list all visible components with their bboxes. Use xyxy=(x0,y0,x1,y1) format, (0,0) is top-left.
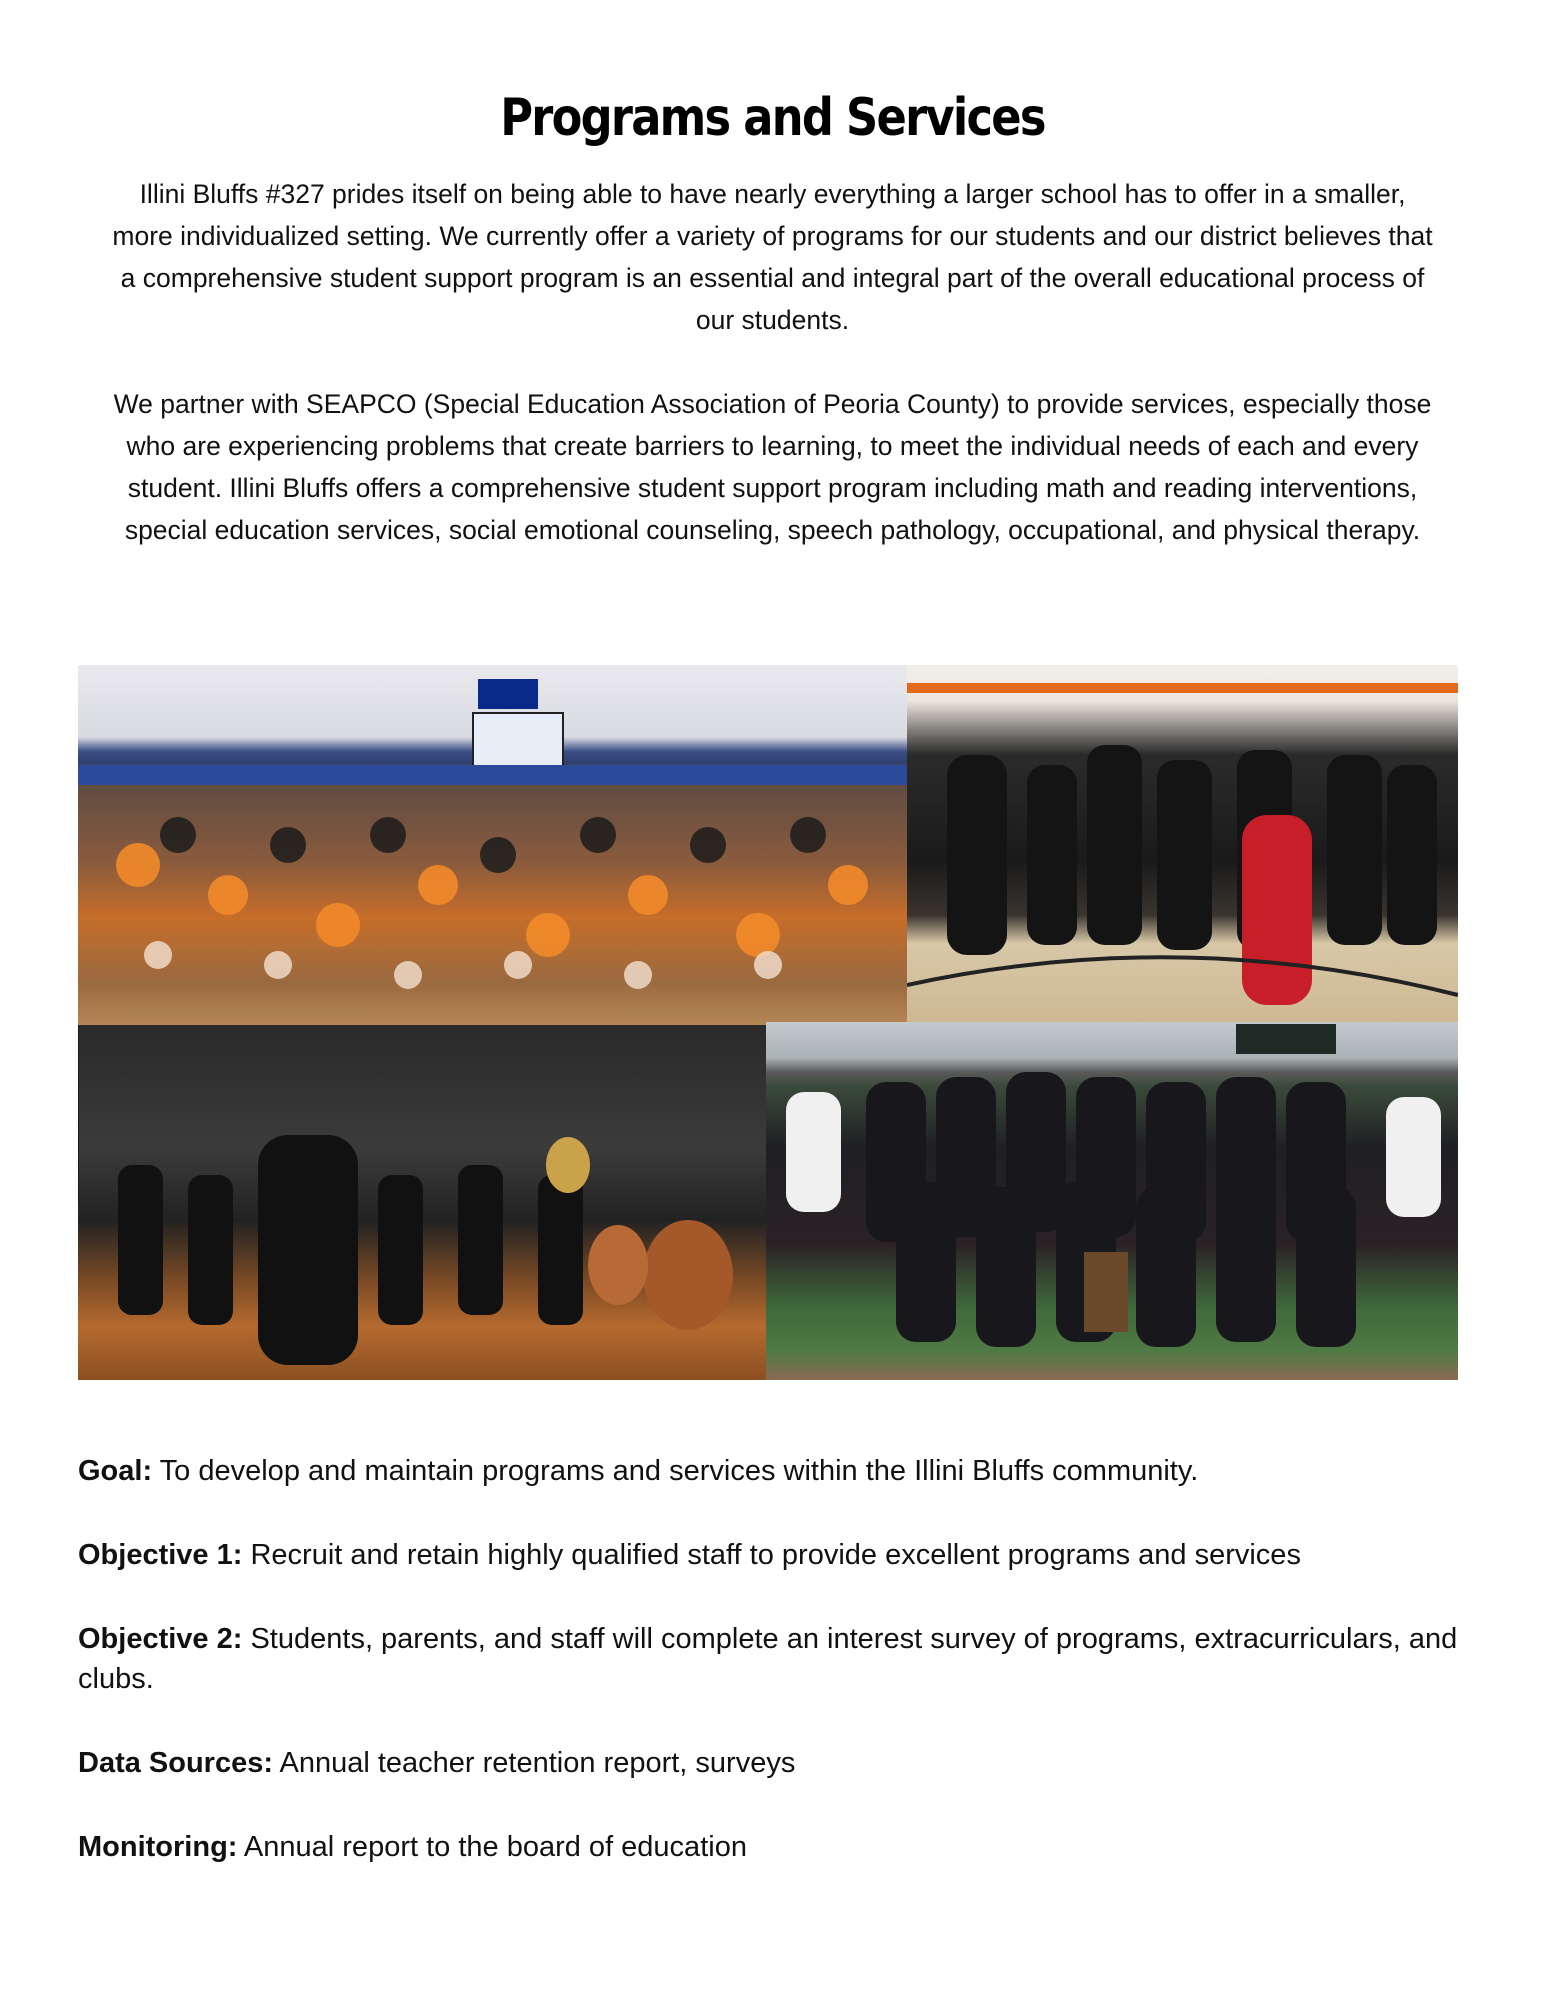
intro-paragraph-2 xyxy=(110,383,1435,551)
choir-illustration xyxy=(907,665,1458,1022)
monitoring-text: Annual report to the board of education xyxy=(243,1831,747,1863)
gym-crowd-illustration xyxy=(78,665,907,1025)
softball-team-photo xyxy=(766,1022,1458,1380)
monitoring xyxy=(78,1827,1458,1867)
intro-text-2: We partner with SEAPCO (Special Education Association of Peoria County) to provide services, especially those who are experiencing problems that create barriers to learning, to meet the individual needs of each and every student. Illini Bluffs offers a comprehensive student support program including math and reading interventions, special education services, social emotional counseling, speech pathology, occupational, and physical therapy. xyxy=(113,389,1432,545)
objective-2 xyxy=(78,1619,1458,1699)
data-sources-text: Annual teacher retention report, surveys xyxy=(279,1747,796,1779)
goal-label: Goal: xyxy=(78,1455,153,1487)
band-illustration xyxy=(78,1025,766,1380)
monitoring-label: Monitoring: xyxy=(78,1831,238,1863)
band-photo xyxy=(78,1025,766,1380)
intro-paragraph-1 xyxy=(110,173,1435,341)
photo-collage xyxy=(78,665,1458,1380)
objective-1-text: Recruit and retain highly qualified staff to provide excellent programs and services xyxy=(250,1539,1301,1571)
softball-team-illustration xyxy=(766,1022,1458,1380)
gym-crowd-photo xyxy=(78,665,907,1025)
intro-text-1: Illini Bluffs #327 prides itself on being able to have nearly everything a larger school has to offer in a smaller, more individualized setting. We currently offer a variety of programs for our students and our district believes that a comprehensive student support program is an essential and integral part of the overall educational process of our students. xyxy=(112,179,1433,335)
objective-2-label: Objective 2: xyxy=(78,1623,243,1655)
choir-photo xyxy=(907,665,1458,1022)
objective-2-text: Students, parents, and staff will complete an interest survey of programs, extracurriculars, and clubs. xyxy=(78,1623,1458,1695)
data-sources-label: Data Sources: xyxy=(78,1747,274,1779)
data-sources xyxy=(78,1743,1458,1783)
objective-1 xyxy=(78,1535,1458,1575)
objective-1-label: Objective 1: xyxy=(78,1539,243,1571)
goal-text: To develop and maintain programs and services within the Illini Bluffs community. xyxy=(159,1455,1199,1487)
page-title: Programs and Services xyxy=(500,88,1045,148)
goal-statement xyxy=(78,1451,1458,1491)
